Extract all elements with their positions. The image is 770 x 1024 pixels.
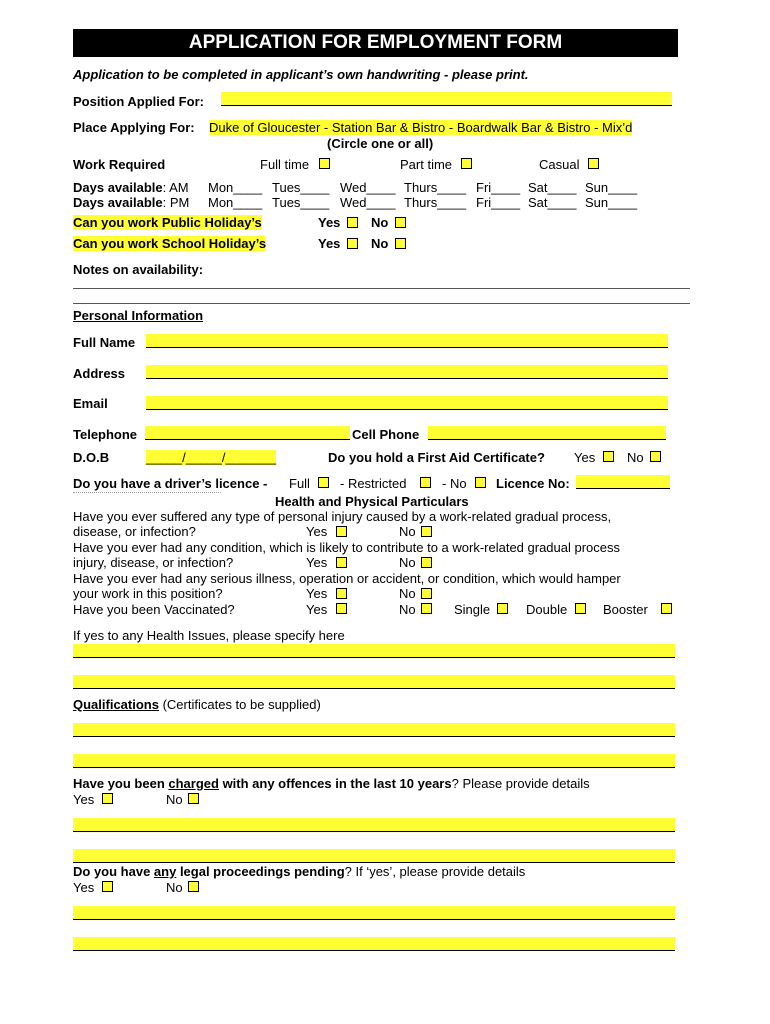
health-q3-line2: your work in this position? bbox=[73, 586, 223, 601]
health-q1-line2: disease, or infection? bbox=[73, 524, 196, 539]
personal-heading: Personal Information bbox=[73, 308, 204, 323]
email-field[interactable] bbox=[146, 396, 668, 410]
booster-checkbox[interactable] bbox=[661, 603, 672, 614]
place-note: (Circle one or all) bbox=[327, 136, 434, 151]
legal-yes-label: Yes bbox=[73, 880, 95, 895]
position-field[interactable] bbox=[221, 92, 672, 106]
notes-line-2[interactable] bbox=[73, 303, 690, 304]
charged-yes-checkbox[interactable] bbox=[102, 793, 113, 804]
place-options[interactable]: Duke of Gloucester - Station Bar & Bistro - Boardwalk Bar & Bistro - Mix’d bbox=[209, 120, 633, 135]
q1-yes-label: Yes bbox=[306, 524, 328, 539]
health-q1-line1: Have you ever suffered any type of personal injury caused by a work-related gradual process, bbox=[73, 509, 612, 524]
public-yes-label: Yes bbox=[318, 215, 341, 230]
place-label: Place Applying For: bbox=[73, 120, 195, 135]
cell-field[interactable] bbox=[428, 426, 666, 440]
q4-yes-checkbox[interactable] bbox=[336, 603, 347, 614]
address-label: Address bbox=[73, 366, 126, 381]
q2-no-label: No bbox=[399, 555, 416, 570]
am-sat[interactable]: Sat____ bbox=[528, 180, 577, 195]
health-specify-line-2[interactable] bbox=[73, 675, 675, 689]
pm-fri[interactable]: Fri____ bbox=[476, 195, 521, 210]
am-wed[interactable]: Wed____ bbox=[340, 180, 396, 195]
booster-label: Booster bbox=[603, 602, 648, 617]
public-no-checkbox[interactable] bbox=[395, 217, 406, 228]
q2-yes-checkbox[interactable] bbox=[336, 557, 347, 568]
legal-no-label: No bbox=[166, 880, 183, 895]
intro-text: Application to be completed in applicant’s own handwriting - please print. bbox=[73, 67, 529, 82]
legal-line-1[interactable] bbox=[73, 906, 675, 920]
single-label: Single bbox=[454, 602, 491, 617]
public-no-label: No bbox=[371, 215, 389, 230]
licence-label: Do you have a driver’s licence - bbox=[73, 476, 268, 491]
pm-tues[interactable]: Tues____ bbox=[272, 195, 330, 210]
pm-sun[interactable]: Sun____ bbox=[585, 195, 638, 210]
q1-no-checkbox[interactable] bbox=[421, 526, 432, 537]
licence-number-label: Licence No: bbox=[496, 476, 570, 491]
casual-label: Casual bbox=[539, 157, 580, 172]
health-q3-line1: Have you ever had any serious illness, operation or accident, or condition, which would hamper bbox=[73, 571, 621, 586]
q1-yes-checkbox[interactable] bbox=[336, 526, 347, 537]
notes-label: Notes on availability: bbox=[73, 262, 204, 277]
pm-thurs[interactable]: Thurs____ bbox=[404, 195, 467, 210]
am-mon[interactable]: Mon____ bbox=[208, 180, 263, 195]
health-q4: Have you been Vaccinated? bbox=[73, 602, 235, 617]
position-label: Position Applied For: bbox=[73, 94, 204, 109]
school-holiday-label: Can you work School Holiday’s bbox=[73, 236, 267, 251]
health-q2-line1: Have you ever had any condition, which is likely to contribute to a work-related gradual process bbox=[73, 540, 621, 555]
licence-dotted-rule bbox=[73, 492, 221, 493]
single-checkbox[interactable] bbox=[497, 603, 508, 614]
licence-number-field[interactable] bbox=[576, 475, 670, 489]
work-label: Work Required bbox=[73, 157, 166, 172]
legal-yes-checkbox[interactable] bbox=[102, 881, 113, 892]
health-specify-label: If yes to any Health Issues, please specify here bbox=[73, 628, 345, 643]
fulltime-label: Full time bbox=[260, 157, 310, 172]
pm-mon[interactable]: Mon____ bbox=[208, 195, 263, 210]
email-label: Email bbox=[73, 396, 108, 411]
q4-yes-label: Yes bbox=[306, 602, 328, 617]
qualifications-line-1[interactable] bbox=[73, 723, 675, 737]
firstaid-label: Do you hold a First Aid Certificate? bbox=[328, 450, 545, 465]
licence-no-label: - No bbox=[442, 476, 467, 491]
health-specify-line-1[interactable] bbox=[73, 644, 675, 658]
school-yes-checkbox[interactable] bbox=[347, 238, 358, 249]
cell-label: Cell Phone bbox=[352, 427, 420, 442]
fullname-field[interactable] bbox=[146, 334, 668, 348]
q1-no-label: No bbox=[399, 524, 416, 539]
public-yes-checkbox[interactable] bbox=[347, 217, 358, 228]
double-label: Double bbox=[526, 602, 568, 617]
q4-no-label: No bbox=[399, 602, 416, 617]
licence-full-checkbox[interactable] bbox=[318, 477, 329, 488]
legal-question: Do you have any legal proceedings pending? If ‘yes’, please provide details bbox=[73, 864, 526, 879]
casual-checkbox[interactable] bbox=[588, 158, 599, 169]
q3-no-label: No bbox=[399, 586, 416, 601]
telephone-field[interactable] bbox=[145, 426, 350, 440]
dob-field[interactable]: _____/_____/_______ bbox=[146, 450, 277, 465]
charged-no-checkbox[interactable] bbox=[188, 793, 199, 804]
charged-no-label: No bbox=[166, 792, 183, 807]
health-q2-line2: injury, disease, or infection? bbox=[73, 555, 234, 570]
licence-no-checkbox[interactable] bbox=[475, 477, 486, 488]
parttime-checkbox[interactable] bbox=[461, 158, 472, 169]
firstaid-no-checkbox[interactable] bbox=[650, 451, 661, 462]
charged-question: Have you been charged with any offences in the last 10 years? Please provide details bbox=[73, 776, 590, 791]
school-no-checkbox[interactable] bbox=[395, 238, 406, 249]
legal-line-2[interactable] bbox=[73, 937, 675, 951]
dob-label: D.O.B bbox=[73, 450, 110, 465]
telephone-label: Telephone bbox=[73, 427, 138, 442]
q3-yes-label: Yes bbox=[306, 586, 328, 601]
charged-yes-label: Yes bbox=[73, 792, 95, 807]
q2-no-checkbox[interactable] bbox=[421, 557, 432, 568]
days-am-label: Days available: AM bbox=[73, 180, 189, 195]
q3-yes-checkbox[interactable] bbox=[336, 588, 347, 599]
legal-no-checkbox[interactable] bbox=[188, 881, 199, 892]
health-heading: Health and Physical Particulars bbox=[275, 494, 469, 509]
firstaid-yes-checkbox[interactable] bbox=[603, 451, 614, 462]
school-yes-label: Yes bbox=[318, 236, 341, 251]
firstaid-yes-label: Yes bbox=[574, 450, 596, 465]
address-field[interactable] bbox=[146, 365, 668, 379]
public-holiday-label: Can you work Public Holiday’s bbox=[73, 215, 262, 230]
licence-restricted-checkbox[interactable] bbox=[420, 477, 431, 488]
am-sun[interactable]: Sun____ bbox=[585, 180, 638, 195]
am-thurs[interactable]: Thurs____ bbox=[404, 180, 467, 195]
form-title: APPLICATION FOR EMPLOYMENT FORM bbox=[73, 29, 678, 57]
licence-full-label: Full bbox=[289, 476, 310, 491]
school-no-label: No bbox=[371, 236, 389, 251]
charged-line-2[interactable] bbox=[73, 849, 675, 863]
am-fri[interactable]: Fri____ bbox=[476, 180, 521, 195]
days-pm-label: Days available: PM bbox=[73, 195, 190, 210]
am-tues[interactable]: Tues____ bbox=[272, 180, 330, 195]
q4-no-checkbox[interactable] bbox=[421, 603, 432, 614]
fulltime-checkbox[interactable] bbox=[319, 158, 330, 169]
double-checkbox[interactable] bbox=[575, 603, 586, 614]
q2-yes-label: Yes bbox=[306, 555, 328, 570]
notes-line-1[interactable] bbox=[73, 288, 690, 289]
qualifications-line-2[interactable] bbox=[73, 754, 675, 768]
q3-no-checkbox[interactable] bbox=[421, 588, 432, 599]
charged-line-1[interactable] bbox=[73, 818, 675, 832]
qualifications-label: Qualifications (Certificates to be supplied) bbox=[73, 697, 321, 712]
licence-restricted-label: - Restricted bbox=[340, 476, 407, 491]
fullname-label: Full Name bbox=[73, 335, 136, 350]
parttime-label: Part time bbox=[400, 157, 453, 172]
pm-wed[interactable]: Wed____ bbox=[340, 195, 396, 210]
firstaid-no-label: No bbox=[627, 450, 644, 465]
pm-sat[interactable]: Sat____ bbox=[528, 195, 577, 210]
